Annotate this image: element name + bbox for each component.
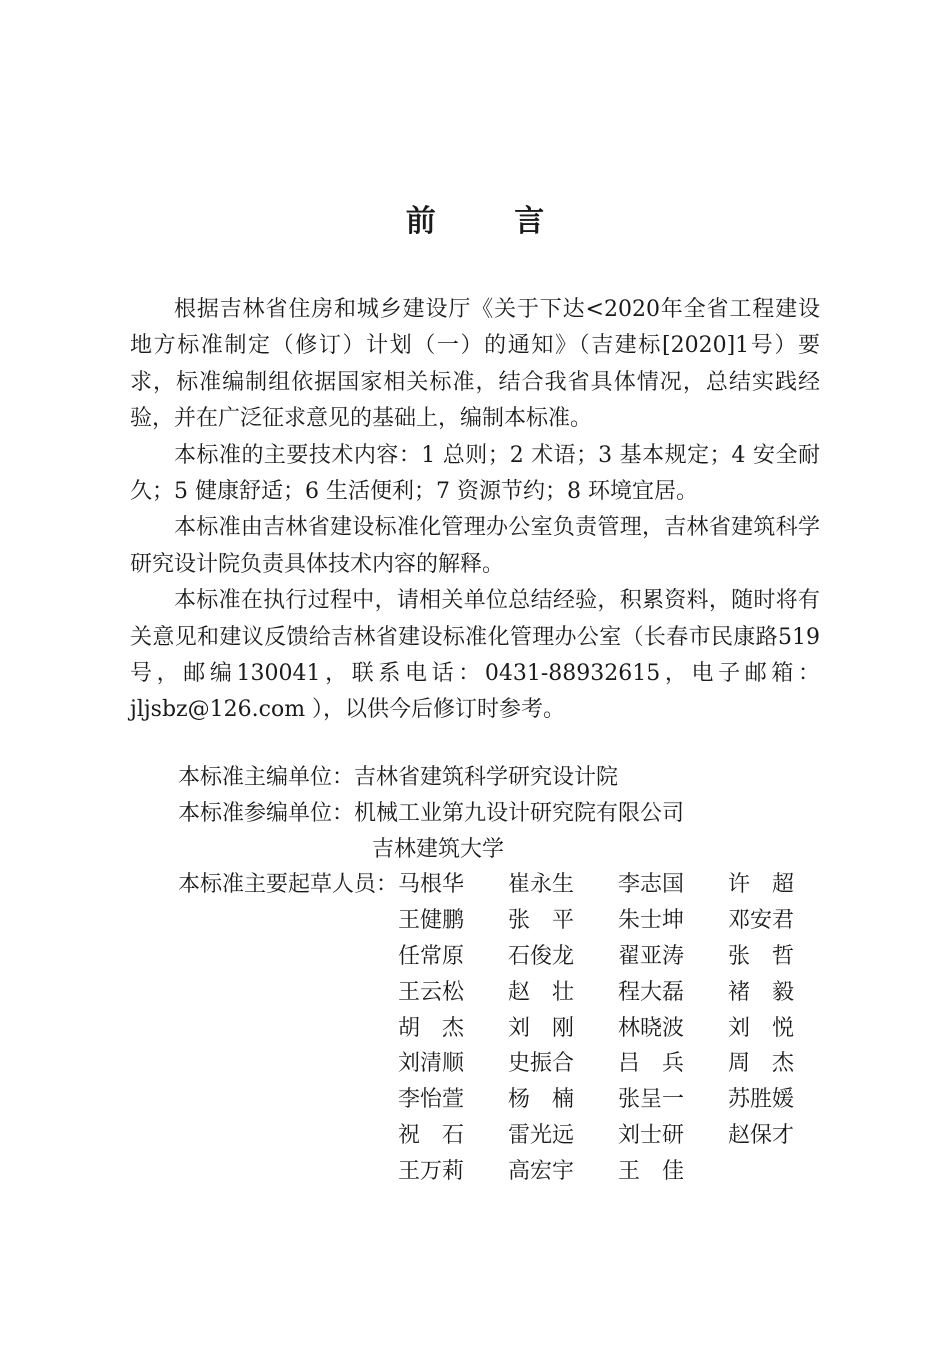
chief-unit-row — [178, 760, 828, 796]
drafter-name: 刘 悦 — [728, 1015, 795, 1041]
drafter-name: 王 佳 — [618, 1158, 685, 1184]
drafter-name: 杨 楠 — [508, 1087, 575, 1113]
drafter-name: 刘士研 — [618, 1122, 685, 1148]
drafter-name: 李怡萱 — [398, 1087, 465, 1113]
drafter-name: 雷光远 — [508, 1122, 575, 1148]
drafter-name: 胡 杰 — [398, 1015, 465, 1041]
drafter-name: 高宏宇 — [508, 1158, 575, 1184]
drafter-name: 赵 壮 — [508, 979, 575, 1005]
drafter-name: 祝 石 — [398, 1122, 465, 1148]
drafter-name: 王健鹏 — [398, 908, 465, 934]
drafter-name: 程大磊 — [618, 979, 685, 1005]
drafter-name: 史振合 — [508, 1051, 575, 1077]
chief-unit-label: 本标准主编单位： — [178, 765, 355, 790]
drafter-name: 石俊龙 — [508, 943, 575, 969]
drafter-name: 周 杰 — [728, 1051, 795, 1077]
drafter-name: 赵保才 — [728, 1122, 795, 1148]
drafter-name: 李志国 — [618, 872, 685, 898]
chief-unit-name: 吉林省建筑科学研究设计院 — [354, 765, 619, 790]
drafter-name: 任常原 — [398, 943, 465, 969]
drafter-name: 朱士坤 — [618, 908, 685, 934]
drafter-name: 马根华 — [398, 872, 465, 898]
drafter-name: 邓安君 — [728, 908, 795, 934]
drafter-name: 褚 毅 — [728, 979, 795, 1005]
drafter-name: 刘清顺 — [398, 1051, 465, 1077]
participating-unit-row-2 — [178, 832, 828, 868]
drafter-name: 王万莉 — [398, 1158, 465, 1184]
paragraph-basis: 根据吉林省住房和城乡建设厅《关于下达<2020年全省工程建设地方标准制定（修订）计划（一）的通知》（吉建标[2020]1号）要求，标准编制组依据国家相关标准，结合我省具体情况，总结实践经验，并在广泛征求意见的基础上，编制本标准。 — [130, 297, 820, 432]
preface-body — [130, 292, 820, 729]
drafter-name: 林晓波 — [618, 1015, 685, 1041]
drafter-name: 苏胜媛 — [728, 1087, 795, 1113]
drafter-name: 张呈一 — [618, 1087, 685, 1113]
participating-unit-label: 本标准参编单位： — [178, 800, 355, 826]
paragraph-contents: 本标准的主要技术内容：1 总则；2 术语；3 基本规定；4 安全耐久；5 健康舒适；6 生活便利；7 资源节约；8 环境宜居。 — [130, 442, 820, 505]
participating-unit-name: 机械工业第九设计研究院有限公司 — [354, 800, 685, 826]
drafter-name: 吕 兵 — [618, 1051, 685, 1077]
page-title: 前 言 — [405, 204, 579, 239]
drafter-name: 刘 刚 — [508, 1015, 575, 1041]
paragraph-management: 本标准由吉林省建设标准化管理办公室负责管理，吉林省建筑科学研究设计院负责具体技术内容的解释。 — [130, 515, 820, 577]
participating-unit-name: 吉林建筑大学 — [372, 836, 505, 862]
drafter-name: 张 哲 — [728, 943, 795, 969]
drafter-name: 崔永生 — [508, 872, 575, 898]
drafter-name: 翟亚涛 — [618, 943, 685, 969]
participating-unit-row — [178, 796, 828, 832]
drafters-row — [178, 867, 828, 1189]
credits-section — [178, 760, 828, 1190]
drafter-name: 王云松 — [398, 979, 465, 1005]
drafter-name: 张 平 — [508, 908, 575, 934]
paragraph-feedback: 本标准在执行过程中，请相关单位总结经验，积累资料，随时将有关意见和建议反馈给吉林省建设标准化管理办公室（长春市民康路519号，邮编130041，联系电话：0431-88932615，电子邮箱：jljsbz@126.com ），以供今后修订时参考。 — [130, 588, 820, 723]
drafter-name: 许 超 — [728, 872, 795, 898]
drafters-label: 本标准主要起草人员： — [178, 872, 399, 898]
drafters-list — [398, 867, 808, 1189]
